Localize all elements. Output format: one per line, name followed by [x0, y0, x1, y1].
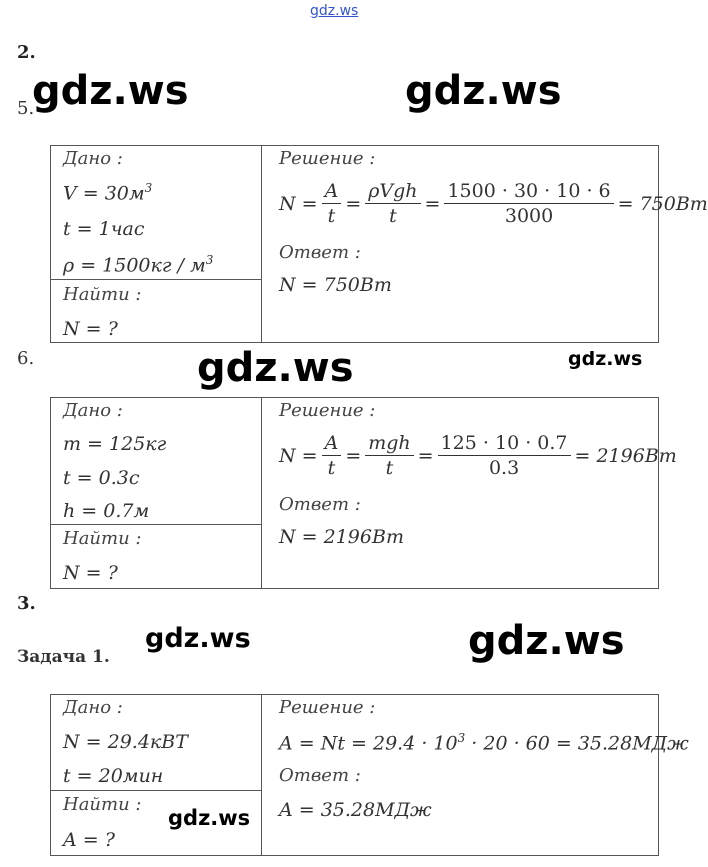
answer-value: N = 2196Вт — [279, 526, 404, 548]
solution-header: Решение : — [279, 697, 376, 718]
find-value: N = ? — [63, 318, 118, 340]
watermark: gdz.ws — [405, 68, 562, 114]
watermark: gdz.ws — [145, 623, 251, 654]
given-volume: $V = 30м^3$ — [63, 181, 153, 205]
problem-5-table — [50, 145, 708, 343]
given-height: h = 0.7м — [63, 500, 150, 522]
given-time: t = 1час — [63, 218, 145, 240]
task-1-label: Задача 1. — [17, 647, 110, 667]
find-value: N = ? — [63, 562, 118, 584]
solution-header: Решение : — [279, 400, 376, 421]
watermark: gdz.ws — [568, 348, 643, 370]
given-header: Дано : — [63, 400, 123, 421]
watermark: gdz.ws — [197, 345, 354, 391]
given-density: $\rho = 1500кг / м^3$ — [63, 253, 214, 277]
solution-formula: N = $\frac{A}{t}$ = $\frac{\text{ρVgh}}{t}$ = $\frac{1500 \cdot 30 \cdot 10 \cdot 6}{3000}$ = 750Вт — [279, 180, 708, 227]
watermark: gdz.ws — [468, 618, 625, 664]
watermark: gdz.ws — [32, 68, 189, 114]
given-time: t = 20мин — [63, 765, 164, 787]
given-mass: m = 125кг — [63, 433, 167, 455]
problem-5-label: 5. — [17, 98, 35, 119]
watermark-top[interactable]: gdz.ws — [310, 3, 359, 19]
given-header: Дано : — [63, 697, 123, 718]
section-3-label: 3. — [17, 593, 36, 614]
answer-header: Ответ : — [279, 765, 361, 786]
answer-header: Ответ : — [279, 494, 361, 515]
solution-header: Решение : — [279, 148, 376, 169]
find-header: Найти : — [63, 284, 142, 305]
problem-6-table — [50, 397, 677, 589]
given-time: t = 0.3с — [63, 467, 140, 489]
task-1-table — [50, 694, 689, 856]
watermark: gdz.ws — [168, 806, 251, 830]
section-2-label: 2. — [17, 42, 36, 63]
solution-formula: N = $\frac{A}{t}$ = $\frac{\text{mgh}}{t}$ = $\frac{125 \cdot 10 \cdot 0.7}{0.3}$ = 2196Вт — [279, 432, 677, 479]
problem-6-label: 6. — [17, 348, 35, 369]
answer-value: A = 35.28МДж — [279, 799, 432, 821]
given-header: Дано : — [63, 148, 123, 169]
given-power: N = 29.4кВТ — [63, 731, 188, 753]
answer-value: N = 750Вт — [279, 274, 392, 296]
answer-header: Ответ : — [279, 242, 361, 263]
find-header: Найти : — [63, 794, 142, 815]
find-header: Найти : — [63, 528, 142, 549]
find-value: A = ? — [63, 829, 115, 851]
solution-formula: $A = Nt = 29.4 \cdot 10^3 \cdot 20 \cdot 60 = 35.28МДж$ — [279, 731, 689, 755]
